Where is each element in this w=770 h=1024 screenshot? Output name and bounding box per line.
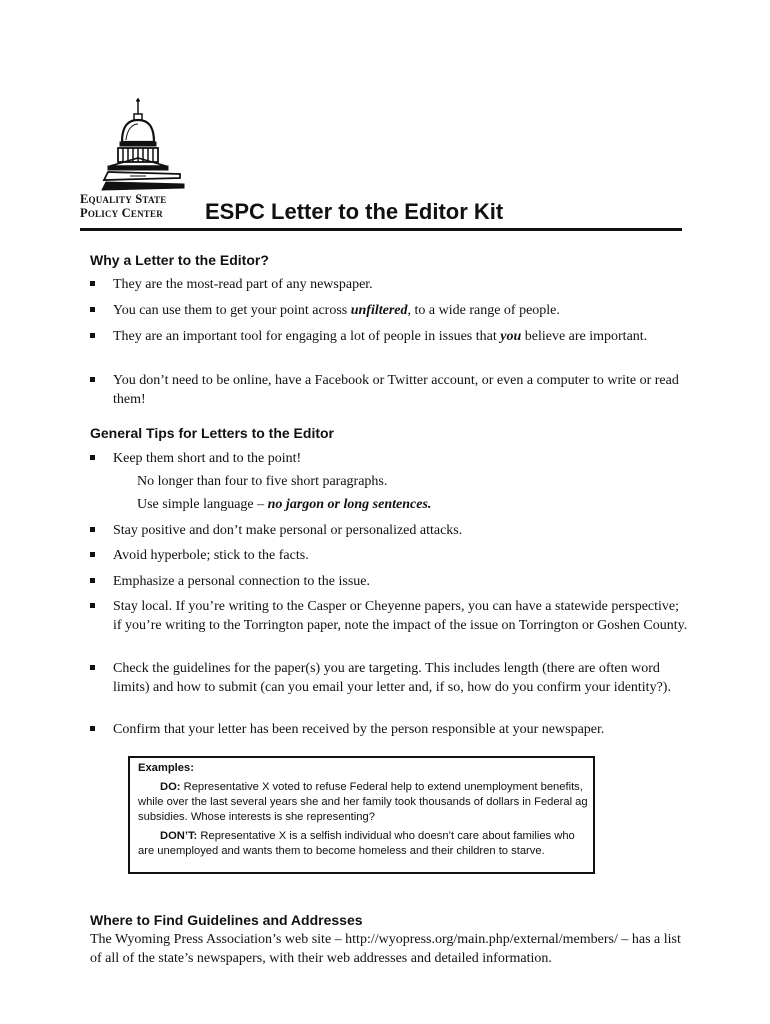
list-item bbox=[88, 572, 688, 591]
list-item bbox=[88, 275, 688, 294]
list-item-text: Stay local. If you’re writing to the Casper or Cheyenne papers, you can have a statewide perspective; if you’re writing to the Torrington paper, note the impact of the issue on Torrington or Goshen County. bbox=[113, 599, 688, 633]
title-divider bbox=[80, 228, 682, 231]
bullet-icon bbox=[90, 552, 95, 557]
bullet-icon bbox=[90, 527, 95, 532]
example-dont bbox=[138, 829, 590, 859]
list-item bbox=[88, 521, 688, 540]
list-item bbox=[88, 597, 688, 635]
page-title: ESPC Letter to the Editor Kit bbox=[205, 199, 504, 224]
example-do bbox=[138, 780, 590, 825]
list-item bbox=[88, 720, 688, 739]
bullet-icon bbox=[90, 665, 95, 670]
bullet-icon bbox=[90, 455, 95, 460]
bullet-icon bbox=[90, 377, 95, 382]
list-item bbox=[88, 659, 688, 697]
dont-label: DON’T: bbox=[160, 830, 198, 842]
list-item-text: They are the most-read part of any newspaper. bbox=[113, 277, 373, 292]
guidelines-paragraph: The Wyoming Press Association’s web site – http://wyopress.org/main.php/external/members/ – has a list of all of the state’s newspapers, with their web addresses and detailed information. bbox=[90, 932, 681, 966]
org-name-line2: Policy Center bbox=[80, 206, 163, 220]
list-item-text: You can use them to get your point across unfiltered, to a wide range of people. bbox=[113, 303, 560, 318]
dont-text: Representative X is a selfish individual who doesn’t care about families who are unemployed and wants them to become homeless and their children to starve. bbox=[138, 830, 575, 857]
sub-item: Use simple language – no jargon or long sentences. bbox=[137, 497, 432, 512]
list-item bbox=[88, 546, 688, 565]
org-name bbox=[80, 192, 200, 220]
bullet-icon bbox=[90, 307, 95, 312]
list-item bbox=[88, 371, 688, 409]
section-heading-why: Why a Letter to the Editor? bbox=[90, 252, 269, 268]
bullet-icon bbox=[90, 578, 95, 583]
list-item-text: You don’t need to be online, have a Facebook or Twitter account, or even a computer to write or read them! bbox=[113, 373, 679, 407]
sub-item: No longer than four to five short paragraphs. bbox=[137, 474, 388, 489]
do-text: Representative X voted to refuse Federal help to extend unemployment benefits, while over the last several years she and her family took thousands of dollars in Federal ag subsidies. Whose interests is she representing? bbox=[138, 781, 588, 823]
list-item-text: Stay positive and don’t make personal or personalized attacks. bbox=[113, 523, 463, 538]
examples-title: Examples: bbox=[138, 762, 194, 774]
section-heading-tips: General Tips for Letters to the Editor bbox=[90, 425, 335, 441]
list-item-text: They are an important tool for engaging a lot of people in issues that you believe are important. bbox=[113, 329, 648, 344]
list-item-text: Keep them short and to the point! bbox=[113, 451, 302, 466]
org-name-line1: Equality State bbox=[80, 192, 167, 206]
capitol-dome-logo bbox=[96, 96, 196, 196]
list-item bbox=[88, 301, 688, 320]
list-item-text: Emphasize a personal connection to the issue. bbox=[113, 574, 370, 589]
list-item bbox=[88, 449, 688, 468]
bullet-icon bbox=[90, 333, 95, 338]
list-item-text: Check the guidelines for the paper(s) you are targeting. This includes length (there are often word limits) and how to submit (can you email your letter and, if so, how do you confirm your identity?). bbox=[113, 661, 671, 695]
bullet-icon bbox=[90, 726, 95, 731]
list-item-text: Confirm that your letter has been received by the person responsible at your newspaper. bbox=[113, 722, 605, 737]
list-item bbox=[88, 327, 688, 346]
examples-box bbox=[128, 756, 595, 874]
list-item-text: Avoid hyperbole; stick to the facts. bbox=[113, 548, 309, 563]
section-heading-guidelines: Where to Find Guidelines and Addresses bbox=[90, 912, 363, 928]
do-label: DO: bbox=[160, 781, 181, 793]
bullet-icon bbox=[90, 603, 95, 608]
bullet-icon bbox=[90, 281, 95, 286]
